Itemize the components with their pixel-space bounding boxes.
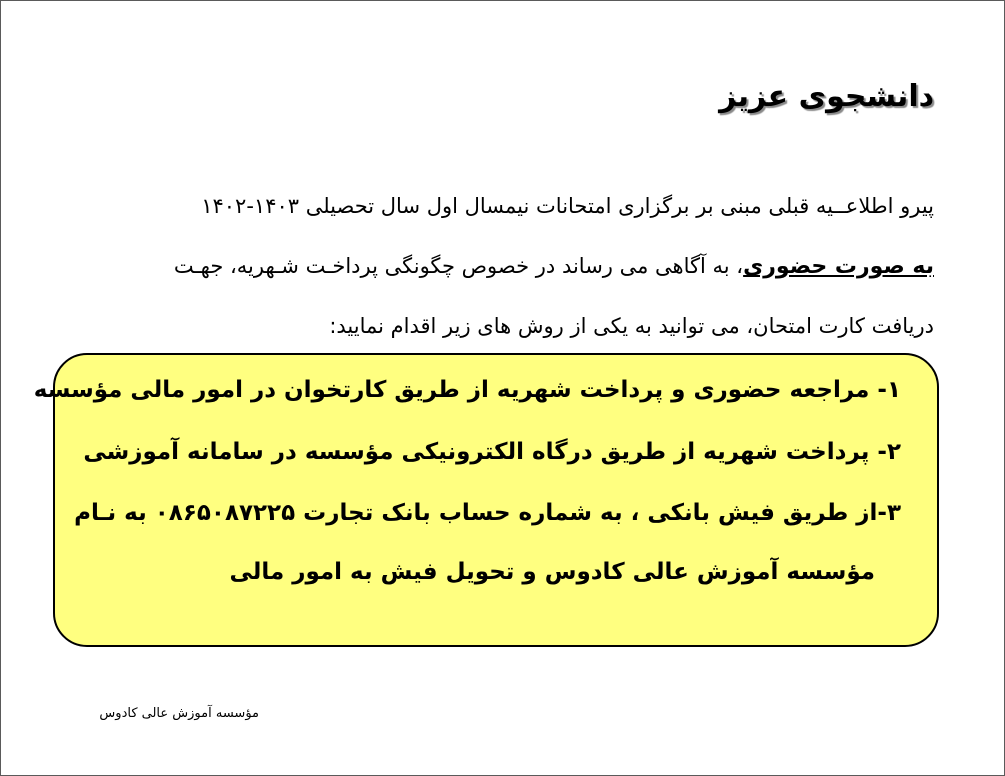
paragraph-line-2 (174, 254, 934, 279)
option-item-3: ۳-از طریق فیش بانکی ، به شماره حساب بانک تجارت ۰۸۶۵۰۸۷۲۲۵ به نـام (74, 500, 901, 526)
paragraph-line-2-text: ، به آگاهی می رساند در خصوص چگونگی پرداخـت شـهریه، جهـت (173, 254, 744, 278)
in-person-emphasis: به صورت حضوری (743, 254, 934, 279)
option-item-1: ۱- مراجعه حضوری و پرداخت شهریه از طریق کارتخوان در امور مالی مؤسسه (33, 377, 901, 403)
page-title: دانشجوی عزیز (719, 79, 934, 114)
payment-options-box (33, 353, 939, 647)
option-item-3-continued: مؤسسه آموزش عالی کادوس و تحویل فیش به امور مالی (229, 559, 875, 585)
footer-institution: مؤسسه آموزش عالی کادوس (99, 706, 259, 721)
option-item-2: ۲- پرداخت شهریه از طریق درگاه الکترونیکی مؤسسه در سامانه آموزشی (83, 439, 901, 465)
paragraph-line-3: دریافت کارت امتحان، می توانید به یکی از روش های زیر اقدام نمایید: (329, 314, 934, 338)
paragraph-line-1: پیرو اطلاعــیه قبلی مبنی بر برگزاری امتحانات نیمسال اول سال تحصیلی ۱۴۰۳-۱۴۰۲ (201, 194, 934, 218)
